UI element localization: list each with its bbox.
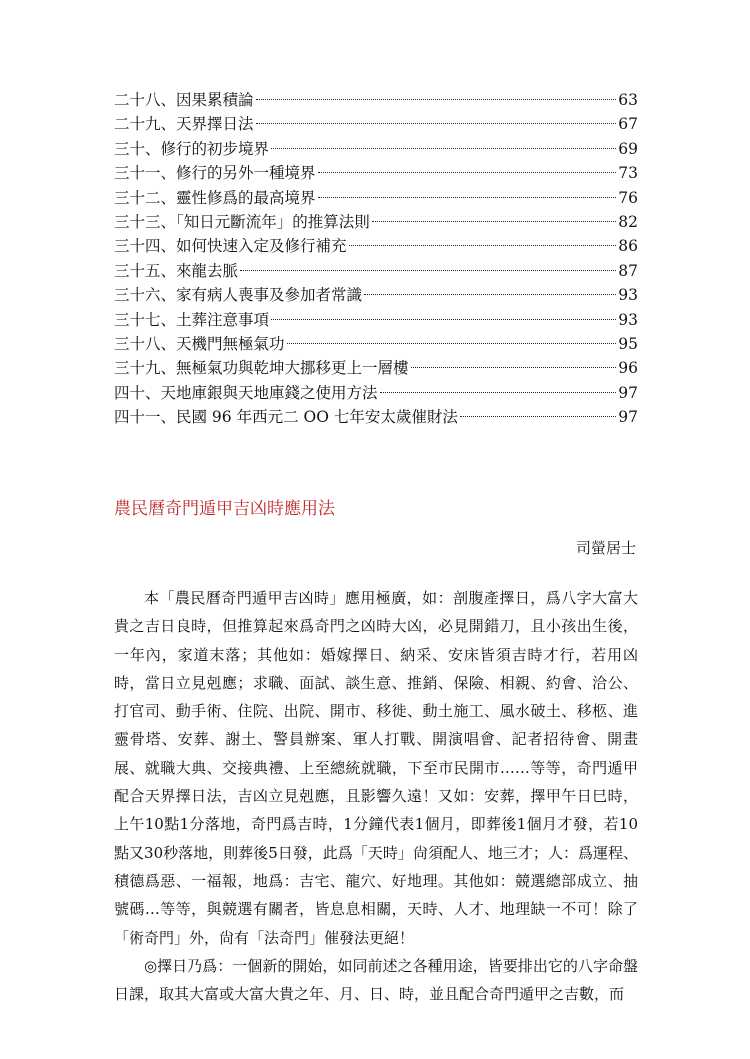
toc-entry-page: 97 — [618, 408, 638, 427]
toc-leader-dots — [271, 148, 616, 149]
toc-leader-dots — [364, 294, 616, 295]
toc-leader-dots — [318, 197, 617, 198]
toc-leader-dots — [318, 172, 617, 173]
toc-entry-title: 二十八、因果累積論 — [114, 91, 254, 109]
toc-leader-dots — [411, 367, 617, 368]
toc-entry-page: 82 — [618, 212, 638, 231]
toc-entry-title: 四十一、民國 96 年西元二 OO 七年安太歲催財法 — [114, 408, 458, 427]
toc-entry-page: 76 — [618, 188, 638, 207]
toc-entry — [114, 308, 638, 332]
section-heading: 農民曆奇門遁甲吉凶時應用法 — [114, 499, 335, 519]
toc-entry-title: 三十一、修行的另外一種境界 — [114, 164, 316, 183]
toc-leader-dots — [240, 270, 616, 271]
toc-leader-dots — [349, 245, 617, 246]
toc-entry — [114, 112, 638, 136]
toc-entry-page: 93 — [618, 310, 638, 329]
toc-entry — [114, 332, 638, 356]
paragraph: 本「農民曆奇門遁甲吉凶時」應用極廣，如：剖腹產擇日，爲八字大富大貴之吉日良時，但推算起來爲奇門之凶時大凶，必見開錯刀，且小孩出生後，一年內，家道末落；其他如：婚嫁擇日、納采、安床皆須吉時才行，若用凶時，當日立見剋應；求職、面試、談生意、推銷、保險、相親、約會、洽公、打官司、動手術、住院、出院、開市、移徙、動土施工、風水破土、移柩、進靈骨塔、安葬、謝土、警員辦案、軍人打戰、開演唱會、記者招待會、開畫展、就職大典、交接典禮、上至總統就職，下至市民開市……等等，奇門遁甲配合天界擇日法，吉凶立見剋應，且影響久遠！又如：安葬，擇甲午日巳時，上午10點1分落地，奇門爲吉時，1分鐘代表1個月，即葬後1個月才發，若10點又30秒落地，則葬後5日發，此爲「天時」尙須配人、地三才；人：爲運程、積德爲惡、一福報，地爲：吉宅、龍穴、好地理。其他如：競選總部成立、抽號碼…等等，與競選有關者，皆息息相關，天時、人才、地理缺一不可！除了「術奇門」外，尙有「法奇門」催發法更絕！ — [114, 589, 638, 947]
toc-leader-dots — [256, 123, 617, 124]
toc-leader-dots — [271, 319, 616, 320]
toc-leader-dots — [380, 392, 617, 393]
author-name: 司螢居士 — [575, 539, 636, 557]
toc-leader-dots — [372, 221, 617, 222]
toc-entry-title: 三十四、如何快速入定及修行補充 — [114, 237, 347, 256]
toc-entry-title: 三十、修行的初步境界 — [114, 139, 270, 158]
toc-leader-dots — [287, 343, 617, 344]
toc-entry — [114, 88, 638, 112]
paragraph: ◎擇日乃爲：一個新的開始，如同前述之各種用途，皆要排出它的八字命盤日課，取其大富或大富大貴之年、月、日、時，並且配合奇門遁甲之吉數，而 — [114, 956, 638, 1004]
toc-entry-title: 三十六、家有病人喪事及參加者常識 — [114, 286, 363, 305]
table-of-contents — [114, 88, 638, 429]
toc-entry-title: 三十五、來龍去脈 — [114, 261, 239, 280]
toc-entry-page: 63 — [618, 91, 638, 109]
toc-entry — [114, 161, 638, 185]
toc-entry-title: 四十、天地庫銀與天地庫錢之使用方法 — [114, 383, 378, 402]
toc-entry-title: 三十二、靈性修爲的最高境界 — [114, 188, 316, 207]
toc-entry-page: 87 — [618, 261, 638, 280]
toc-entry — [114, 356, 638, 380]
toc-entry-page: 69 — [618, 139, 638, 158]
toc-entry — [114, 381, 638, 405]
toc-entry-page: 95 — [618, 334, 638, 353]
toc-entry-page: 86 — [618, 237, 638, 256]
toc-entry-page: 67 — [618, 115, 638, 134]
toc-entry-title: 三十七、土葬注意事項 — [114, 310, 270, 329]
toc-leader-dots — [256, 99, 617, 100]
toc-entry — [114, 259, 638, 283]
toc-entry — [114, 137, 638, 161]
toc-entry-page: 96 — [618, 359, 638, 378]
toc-entry-page: 97 — [618, 383, 638, 402]
toc-entry — [114, 210, 638, 234]
body-text — [114, 584, 638, 1008]
toc-entry-title: 三十三、「知日元斷流年」的推算法則 — [114, 212, 370, 231]
toc-entry-title: 三十九、無極氣功與乾坤大挪移更上一層樓 — [114, 359, 409, 378]
toc-entry — [114, 283, 638, 307]
toc-entry — [114, 186, 638, 210]
toc-entry — [114, 405, 638, 429]
toc-entry — [114, 234, 638, 258]
toc-entry-title: 三十八、天機門無極氣功 — [114, 334, 285, 353]
toc-entry-page: 93 — [618, 286, 638, 305]
toc-entry-page: 73 — [618, 164, 638, 183]
toc-entry-title: 二十九、天界擇日法 — [114, 115, 254, 134]
toc-leader-dots — [460, 416, 616, 417]
